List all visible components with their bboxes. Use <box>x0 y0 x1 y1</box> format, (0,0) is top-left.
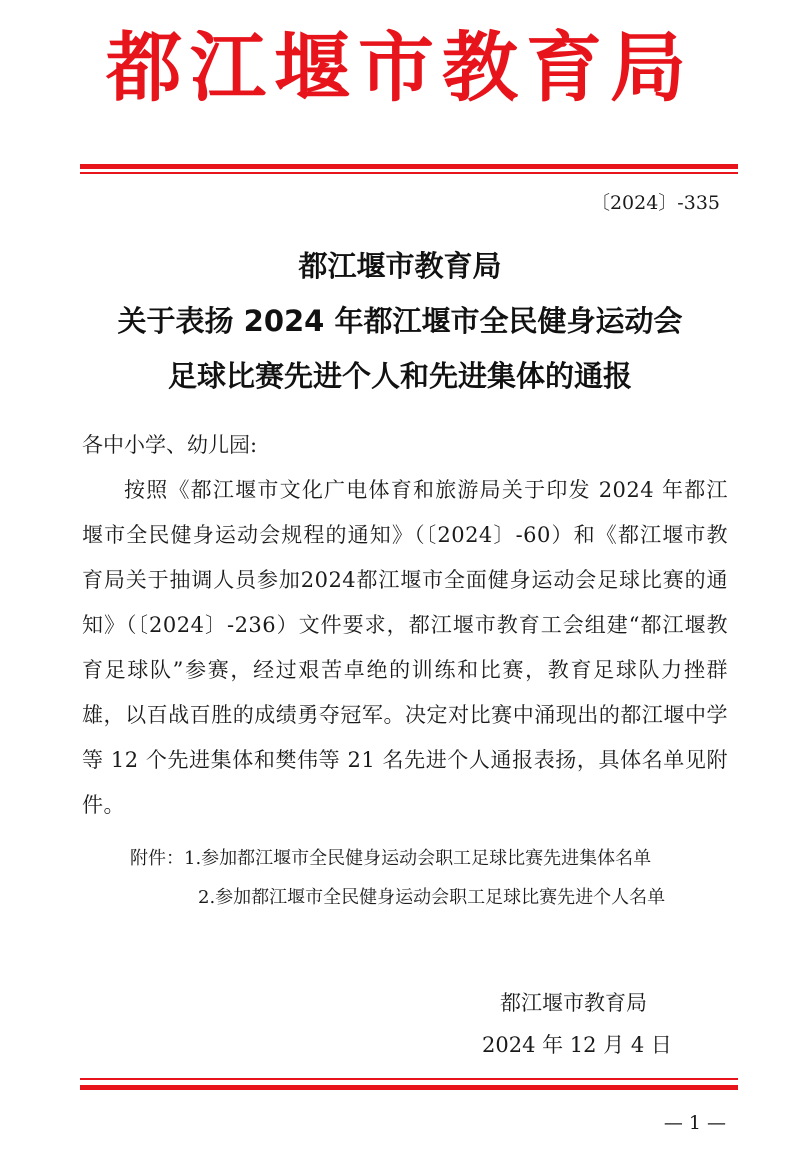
footer-rule-thick <box>80 1085 738 1090</box>
document-title-line-2: 关于表扬 2024 年都江堰市全民健身运动会 <box>117 304 683 338</box>
page-number: — 1 — <box>663 1112 726 1134</box>
document-title-line-1: 都江堰市教育局 <box>298 249 502 283</box>
masthead-rule-thin <box>80 172 738 174</box>
attachment-item-1: 附件：1.参加都江堰市全民健身运动会职工足球比赛先进集体名单 <box>130 848 652 869</box>
salutation: 各中小学、幼儿园: <box>82 433 258 457</box>
masthead-title: 都江堰市教育局 <box>106 23 694 112</box>
masthead-rule-thick <box>80 164 738 169</box>
body-paragraph: 按照《都江堰市文化广电体育和旅游局关于印发 2024 年都江堰市全民健身运动会规程的通知》（〔2024〕-60）和《都江堰市教育局关于抽调人员参加2024都江堰市全面健身运动会足球比赛的通知》（〔2024〕-236）文件要求，都江堰市教育工会组建“都江堰教育足球队”参赛，经过艰苦卓绝的训练和比赛，教育足球队力挫群雄，以百战百胜的成绩勇夺冠军。决定对比赛中涌现出的都江堰中学等 12 个先进集体和樊伟等 21 名先进个人通报表扬，具体名单见附件。 <box>82 478 728 817</box>
signature-organization: 都江堰市教育局 <box>500 991 647 1015</box>
document-number: 〔2024〕-335 <box>590 192 720 214</box>
footer-rule-thin <box>80 1078 738 1080</box>
attachment-item-2: 2.参加都江堰市全民健身运动会职工足球比赛先进个人名单 <box>198 887 666 908</box>
document-title-line-3: 足球比赛先进个人和先进集体的通报 <box>167 359 632 393</box>
signature-date: 2024 年 12 月 4 日 <box>482 1033 672 1057</box>
